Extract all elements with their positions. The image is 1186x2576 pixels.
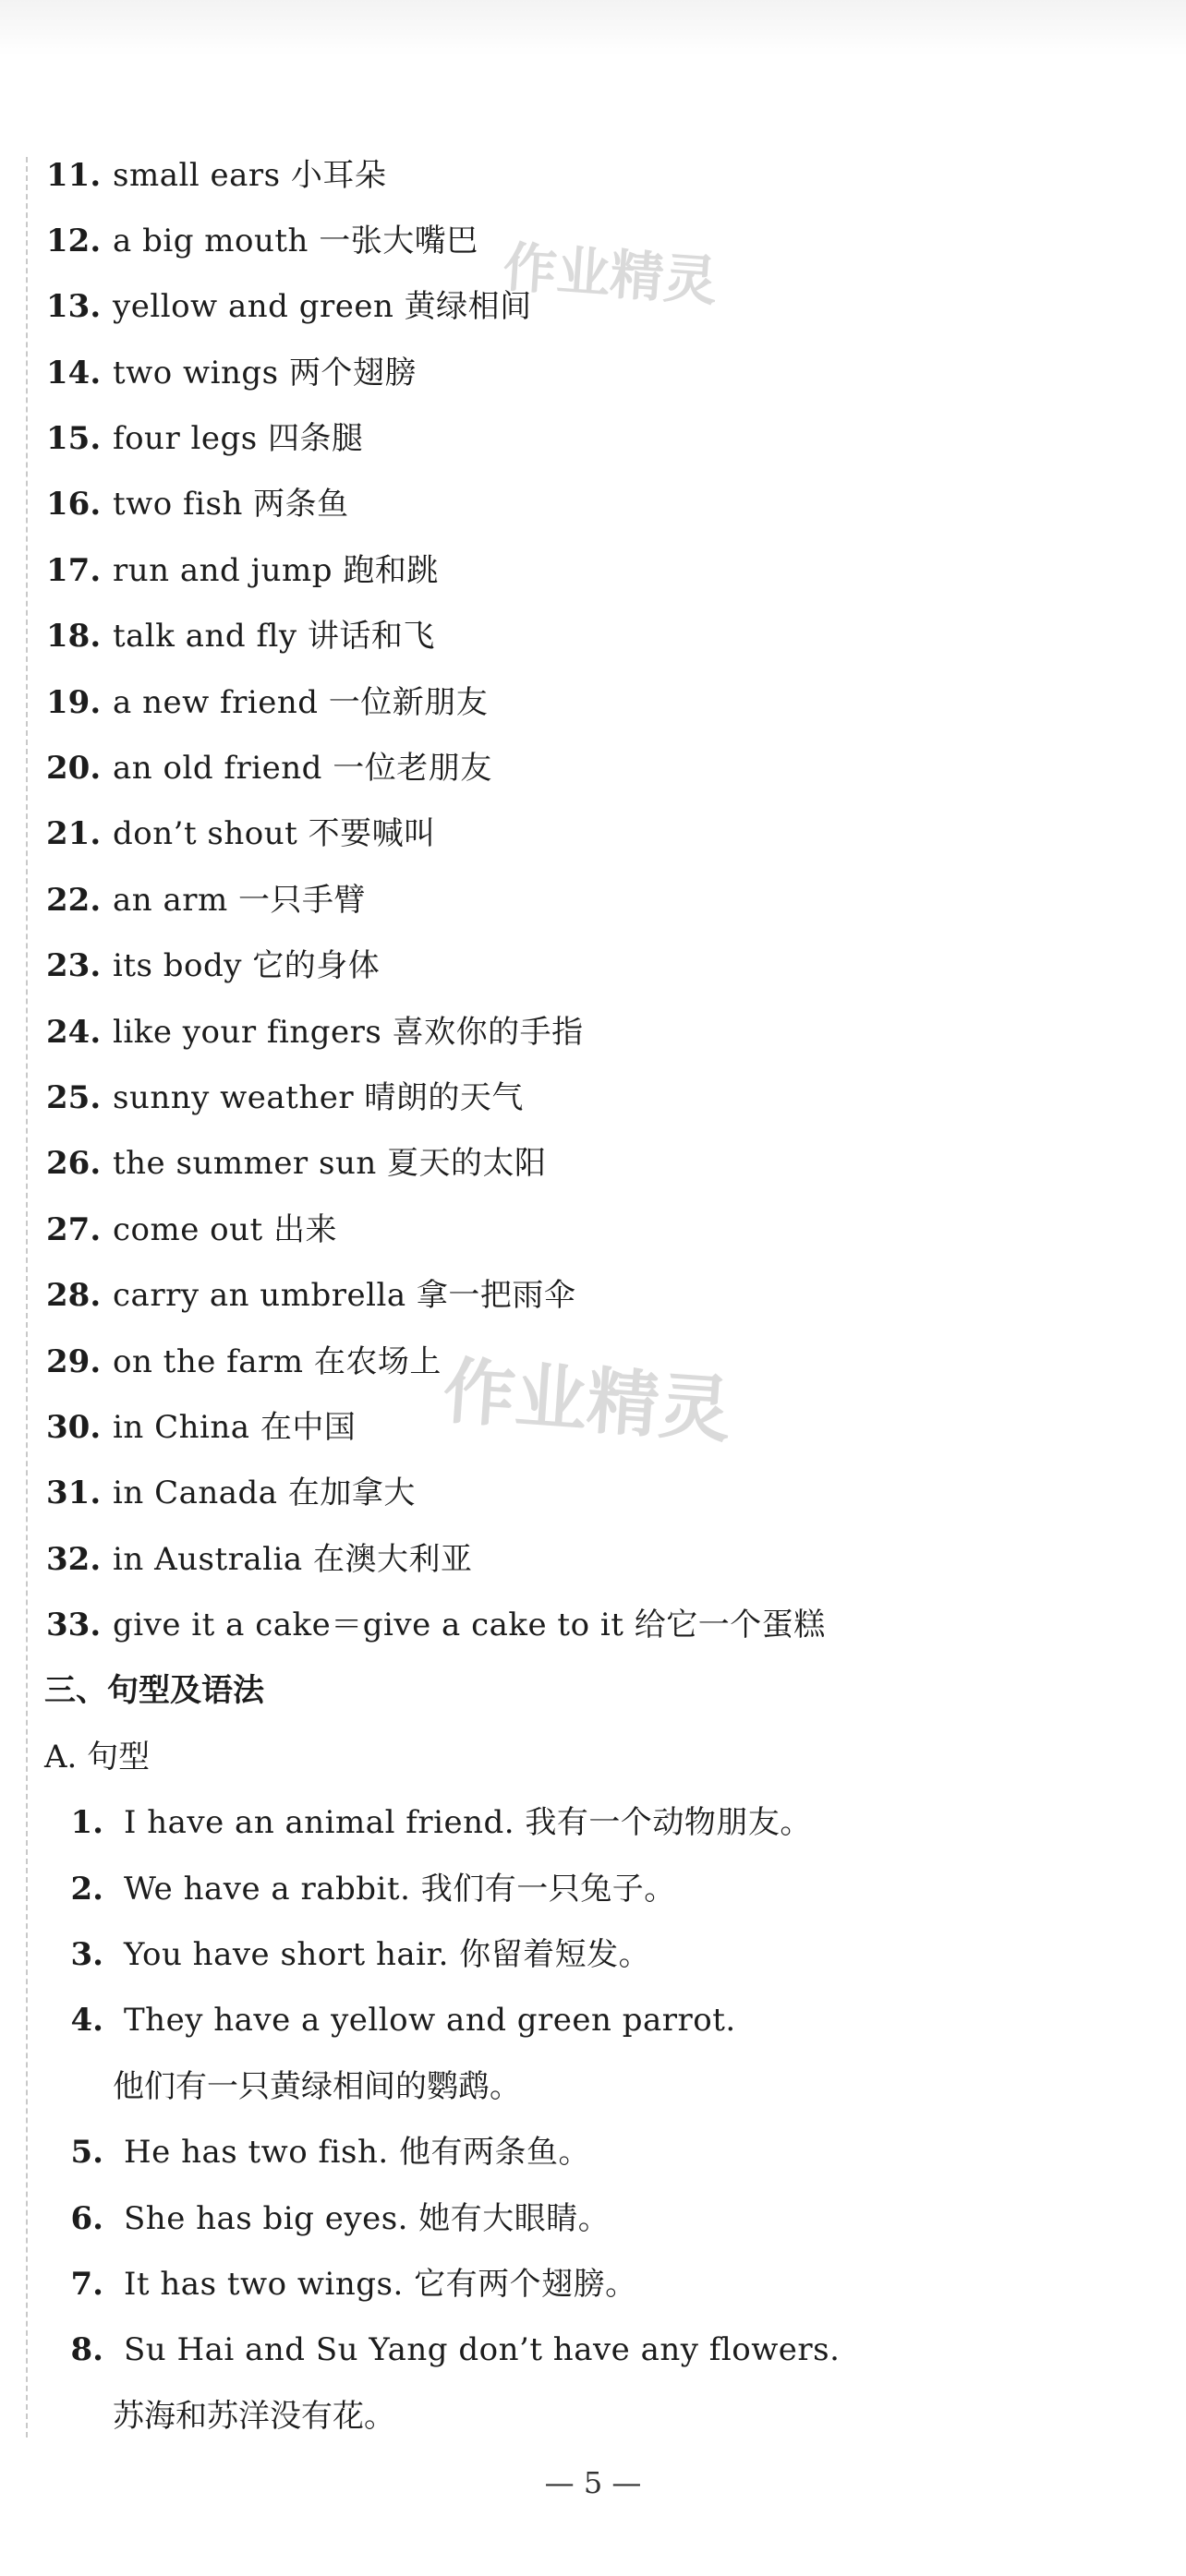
vocab-item <box>46 873 366 928</box>
vocab-item <box>46 675 488 730</box>
item-number: 33. <box>46 1607 102 1643</box>
item-text: small ears 小耳朵 <box>113 157 387 194</box>
item-number: 30. <box>46 1409 102 1446</box>
item-number: 1. <box>70 1804 103 1841</box>
item-number: 16. <box>46 486 102 523</box>
item-text: yellow and green 黄绿相间 <box>113 288 532 325</box>
section-heading: 三、句型及语法 <box>44 1672 264 1709</box>
sub-heading: A. 句型 <box>44 1739 151 1776</box>
item-number: 29. <box>46 1343 102 1380</box>
sentence-translation: 他们有一只黄绿相间的鹦鹉。 <box>113 2068 521 2105</box>
item-text: Su Hai and Su Yang don’t have any flowers. <box>124 2331 841 2368</box>
sentence-item <box>46 1861 676 1917</box>
item-text: like your fingers 喜欢你的手指 <box>113 1014 584 1051</box>
vocab-item <box>46 476 349 532</box>
vocab-item <box>46 213 478 269</box>
vocab-item <box>46 345 417 401</box>
item-number: 7. <box>70 2266 103 2303</box>
item-number: 25. <box>46 1079 102 1116</box>
item-text: give it a cake＝give a cake to it 给它一个蛋糕 <box>113 1607 826 1643</box>
item-text: run and jump 跑和跳 <box>113 552 439 589</box>
item-text: its body 它的身体 <box>113 947 381 984</box>
item-number: 6. <box>70 2200 103 2237</box>
item-number: 12. <box>46 223 102 259</box>
item-text: don’t shout 不要喊叫 <box>113 815 436 852</box>
item-number: 24. <box>46 1014 102 1051</box>
item-number: 32. <box>46 1541 102 1578</box>
item-text: She has big eyes. 她有大眼睛。 <box>124 2200 611 2237</box>
item-number: 15. <box>46 420 102 457</box>
item-number: 19. <box>46 684 102 721</box>
vocab-item <box>46 411 364 466</box>
item-text: We have a rabbit. 我们有一只兔子。 <box>124 1871 676 1908</box>
scan-top-band <box>0 0 1186 55</box>
sentence-translation: 苏海和苏洋没有花。 <box>113 2398 395 2435</box>
item-text: It has two wings. 它有两个翅膀。 <box>124 2266 637 2303</box>
item-text: four legs 四条腿 <box>113 420 364 457</box>
item-text: come out 出来 <box>113 1211 338 1248</box>
item-number: 22. <box>46 882 102 919</box>
item-text: I have an animal friend. 我有一个动物朋友。 <box>124 1804 812 1841</box>
item-number: 11. <box>46 157 102 194</box>
item-number: 8. <box>70 2331 103 2368</box>
sentence-item <box>46 1795 812 1850</box>
vocab-item <box>46 608 435 664</box>
item-text: They have a yellow and green parrot. <box>124 2002 736 2039</box>
item-text: two fish 两条鱼 <box>113 486 349 523</box>
item-text: an arm 一只手臂 <box>113 882 367 919</box>
vocab-item <box>46 1070 524 1125</box>
item-number: 13. <box>46 288 102 325</box>
item-text: talk and fly 讲话和飞 <box>113 618 435 655</box>
vocab-item <box>46 1202 337 1258</box>
item-number: 5. <box>70 2134 103 2171</box>
page-number: — 5 — <box>544 2465 642 2500</box>
item-number: 4. <box>70 2002 103 2039</box>
watermark: 作业精灵 <box>440 1350 734 1453</box>
item-number: 27. <box>46 1211 102 1248</box>
vocab-item <box>46 1005 584 1060</box>
item-text: on the farm 在农场上 <box>113 1343 442 1380</box>
item-number: 21. <box>46 815 102 852</box>
item-number: 2. <box>70 1871 103 1908</box>
item-number: 17. <box>46 552 102 589</box>
item-text: in Canada 在加拿大 <box>113 1475 416 1511</box>
sentence-item <box>46 2322 840 2377</box>
item-text: You have short hair. 你留着短发。 <box>124 1936 651 1973</box>
item-text: an old friend 一位老朋友 <box>113 750 492 787</box>
watermark: 作业精灵 <box>501 235 720 313</box>
vocab-item <box>46 1532 473 1587</box>
item-number: 18. <box>46 618 102 655</box>
vocab-item <box>46 938 380 993</box>
sentence-item <box>46 1992 736 2048</box>
item-number: 23. <box>46 947 102 984</box>
vocab-item <box>46 1268 575 1323</box>
item-number: 14. <box>46 355 102 391</box>
vocab-item <box>46 1136 547 1191</box>
item-number: 28. <box>46 1277 102 1314</box>
item-text: a big mouth 一张大嘴巴 <box>113 223 478 259</box>
item-number: 26. <box>46 1145 102 1182</box>
item-text: two wings 两个翅膀 <box>113 355 417 391</box>
item-text: in China 在中国 <box>113 1409 357 1446</box>
vocab-item <box>46 1400 356 1455</box>
item-number: 3. <box>70 1936 103 1973</box>
sentence-item <box>46 2125 590 2180</box>
vocab-item <box>46 1334 442 1390</box>
vocab-item <box>46 1597 826 1653</box>
item-text: He has two fish. 他有两条鱼。 <box>124 2134 590 2171</box>
item-text: carry an umbrella 拿一把雨伞 <box>113 1277 576 1314</box>
item-text: the summer sun 夏天的太阳 <box>113 1145 547 1182</box>
vocab-item <box>46 806 436 861</box>
vocab-item <box>46 279 532 334</box>
item-text: in Australia 在澳大利亚 <box>113 1541 473 1578</box>
item-number: 20. <box>46 750 102 787</box>
sentence-item <box>46 2191 610 2246</box>
item-number: 31. <box>46 1475 102 1511</box>
sentence-item <box>46 2257 637 2312</box>
sentence-item <box>46 1927 650 1982</box>
item-text: a new friend 一位新朋友 <box>113 684 489 721</box>
vocab-item <box>46 1465 416 1521</box>
item-text: sunny weather 晴朗的天气 <box>113 1079 524 1116</box>
vocab-item <box>46 740 492 796</box>
vocab-item <box>46 148 386 203</box>
vocab-item <box>46 543 439 598</box>
